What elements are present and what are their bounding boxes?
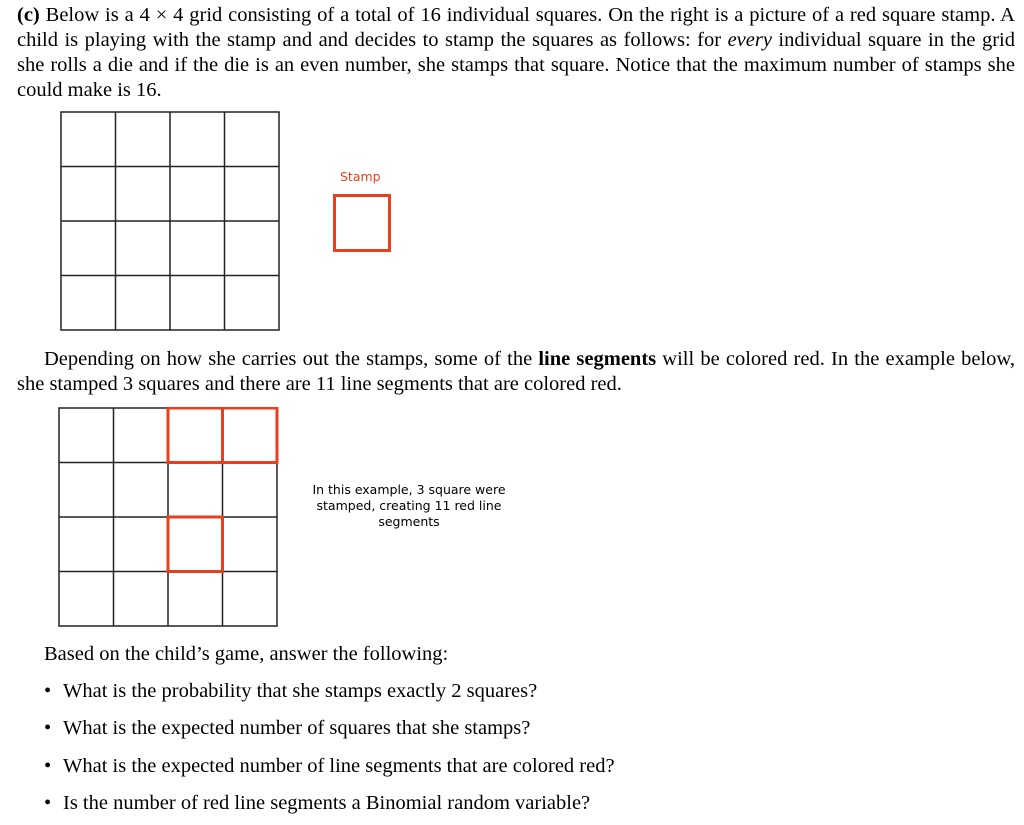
explanation-text-end: will be colored red. In the example below, she stamped 3 squares and there are 11 line segments that are colored red. — [17, 348, 1015, 395]
problem-emphasis: every — [727, 29, 772, 51]
question-item — [44, 754, 615, 779]
stamped-square — [168, 517, 223, 572]
question-item — [44, 791, 590, 816]
bullet: • — [44, 717, 52, 739]
part-label: (c) — [17, 4, 40, 26]
question-item — [44, 716, 530, 741]
questions-intro: Based on the child’s game, answer the following: — [44, 643, 449, 665]
question-text: Is the number of red line segments a Binomial random variable? — [63, 792, 591, 814]
bullet: • — [44, 680, 52, 702]
stamp-square — [333, 194, 391, 252]
bullet: • — [44, 792, 52, 814]
problem-text-start: Below is a 4 × 4 grid consisting of a total of 16 individual squares. On the right is a picture of a red square stamp. A child is playing with the stamp and and decides to stamp the squares as follows: for — [17, 4, 1015, 51]
stamp-label: Stamp — [340, 169, 381, 184]
explanation-text-start: Depending on how she carries out the stamps, some of the — [44, 348, 539, 370]
explanation-paragraph — [17, 347, 1015, 397]
bullet: • — [44, 755, 52, 777]
stamped-square — [168, 408, 223, 463]
question-item — [44, 679, 537, 704]
empty-grid-4x4 — [60, 111, 282, 333]
problem-statement — [17, 3, 1015, 103]
example-caption: In this example, 3 square were stamped, creating 11 red line segments — [312, 482, 506, 529]
stamped-square — [223, 408, 278, 463]
explanation-bold: line segments — [538, 348, 657, 370]
problem-text-end: individual square in the grid she rolls a die and if the die is an even number, she stamps that square. Notice that the maximum number of stamps she could make is 16. — [17, 29, 1015, 101]
question-text: What is the expected number of line segments that are colored red? — [63, 755, 615, 777]
question-text: What is the probability that she stamps exactly 2 squares? — [63, 680, 538, 702]
question-text: What is the expected number of squares that she stamps? — [63, 717, 531, 739]
example-grid-4x4 — [58, 407, 280, 629]
